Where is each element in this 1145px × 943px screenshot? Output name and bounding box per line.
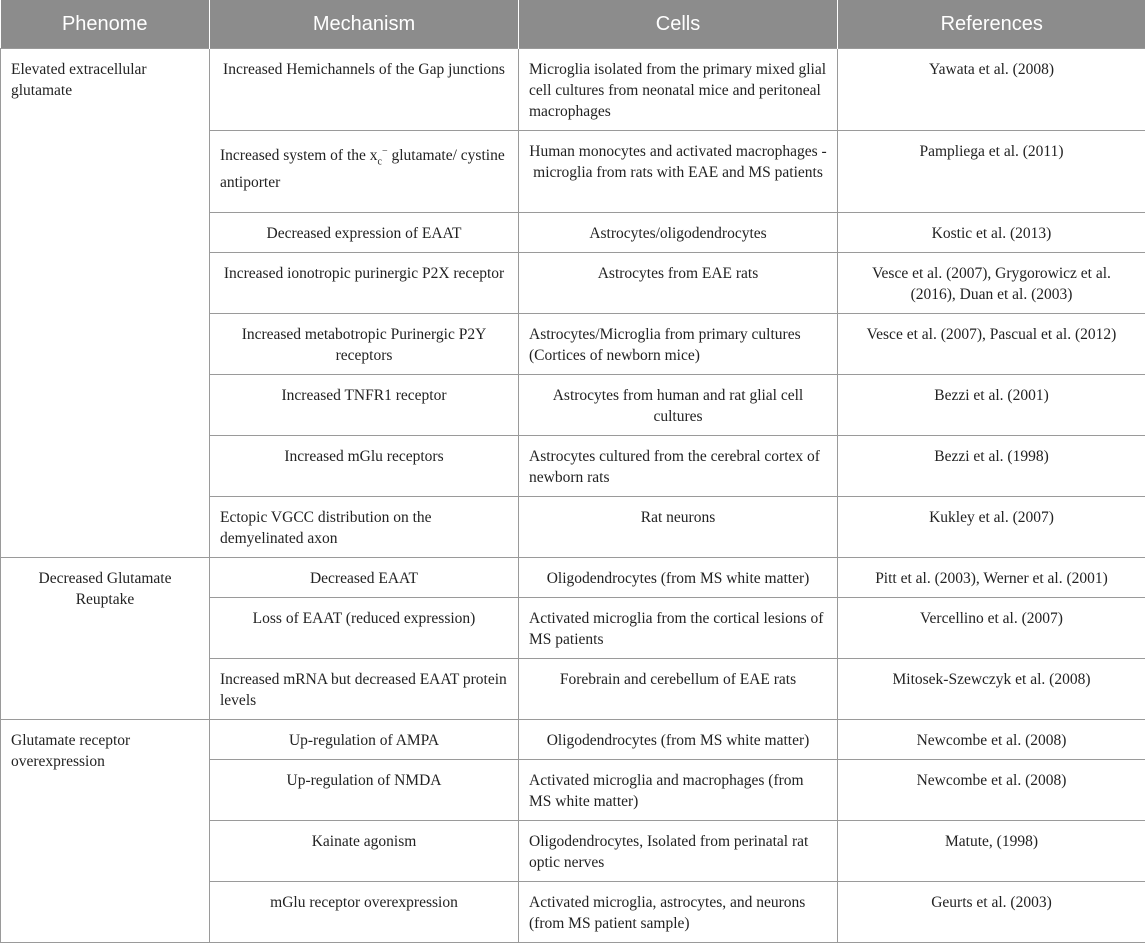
header-mechanism: Mechanism [210, 0, 519, 49]
table-row [1, 49, 1145, 131]
references-cell: Newcombe et al. (2008) [838, 760, 1145, 821]
cells-cell: Oligodendrocytes (from MS white matter) [519, 558, 838, 598]
references-cell: Kostic et al. (2013) [838, 213, 1145, 253]
references-cell: Vesce et al. (2007), Pascual et al. (2012) [838, 314, 1145, 375]
cells-cell: Microglia isolated from the primary mixed glial cell cultures from neonatal mice and peritoneal macrophages [519, 49, 838, 131]
references-cell: Mitosek-Szewczyk et al. (2008) [838, 659, 1145, 720]
cells-cell: Astrocytes/Microglia from primary cultures (Cortices of newborn mice) [519, 314, 838, 375]
references-cell: Geurts et al. (2003) [838, 882, 1145, 943]
phenome-cell: Elevated extracellular glutamate [1, 49, 210, 558]
mechanism-cell: Decreased expression of EAAT [210, 213, 519, 253]
cells-cell: Astrocytes/oligodendrocytes [519, 213, 838, 253]
references-cell: Yawata et al. (2008) [838, 49, 1145, 131]
mechanism-cell: Loss of EAAT (reduced expression) [210, 598, 519, 659]
mechanism-cell: mGlu receptor overexpression [210, 882, 519, 943]
mechanism-cell: Increased Hemichannels of the Gap junctions [210, 49, 519, 131]
references-cell: Vesce et al. (2007), Grygorowicz et al. (2016), Duan et al. (2003) [838, 253, 1145, 314]
cells-cell: Astrocytes cultured from the cerebral cortex of newborn rats [519, 436, 838, 497]
mechanism-cell: Ectopic VGCC distribution on the demyelinated axon [210, 497, 519, 558]
references-cell: Bezzi et al. (2001) [838, 375, 1145, 436]
mechanism-cell: Increased metabotropic Purinergic P2Y receptors [210, 314, 519, 375]
references-cell: Pitt et al. (2003), Werner et al. (2001) [838, 558, 1145, 598]
cells-cell: Human monocytes and activated macrophages -microglia from rats with EAE and MS patients [519, 131, 838, 213]
cells-cell: Astrocytes from human and rat glial cell cultures [519, 375, 838, 436]
header-row [1, 0, 1145, 49]
mechanism-cell: Increased mGlu receptors [210, 436, 519, 497]
header-cells: Cells [519, 0, 838, 49]
mechanism-cell: Decreased EAAT [210, 558, 519, 598]
cells-cell: Astrocytes from EAE rats [519, 253, 838, 314]
cells-cell: Forebrain and cerebellum of EAE rats [519, 659, 838, 720]
references-cell: Kukley et al. (2007) [838, 497, 1145, 558]
mechanism-cell: Up-regulation of NMDA [210, 760, 519, 821]
mechanism-cell: Kainate agonism [210, 821, 519, 882]
mechanism-cell: Up-regulation of AMPA [210, 720, 519, 760]
cells-cell: Rat neurons [519, 497, 838, 558]
cells-cell: Activated microglia from the cortical lesions of MS patients [519, 598, 838, 659]
mechanism-cell: Increased ionotropic purinergic P2X receptor [210, 253, 519, 314]
cells-cell: Activated microglia, astrocytes, and neurons (from MS patient sample) [519, 882, 838, 943]
references-cell: Matute, (1998) [838, 821, 1145, 882]
phenome-cell: Glutamate receptor overexpression [1, 720, 210, 943]
header-references: References [838, 0, 1145, 49]
table-row [1, 558, 1145, 598]
mechanism-cell: Increased system of the $x_c^-$ glutamate/ cystine antiporter [210, 131, 519, 213]
header-phenome: Phenome [1, 0, 210, 49]
references-cell: Bezzi et al. (1998) [838, 436, 1145, 497]
cells-cell: Oligodendrocytes (from MS white matter) [519, 720, 838, 760]
table-row [1, 720, 1145, 760]
references-cell: Pampliega et al. (2011) [838, 131, 1145, 213]
mechanism-cell: Increased TNFR1 receptor [210, 375, 519, 436]
references-cell: Newcombe et al. (2008) [838, 720, 1145, 760]
phenome-cell: Decreased Glutamate Reuptake [1, 558, 210, 720]
cells-cell: Oligodendrocytes, Isolated from perinatal rat optic nerves [519, 821, 838, 882]
mechanism-cell: Increased mRNA but decreased EAAT protein levels [210, 659, 519, 720]
cells-cell: Activated microglia and macrophages (from MS white matter) [519, 760, 838, 821]
references-cell: Vercellino et al. (2007) [838, 598, 1145, 659]
